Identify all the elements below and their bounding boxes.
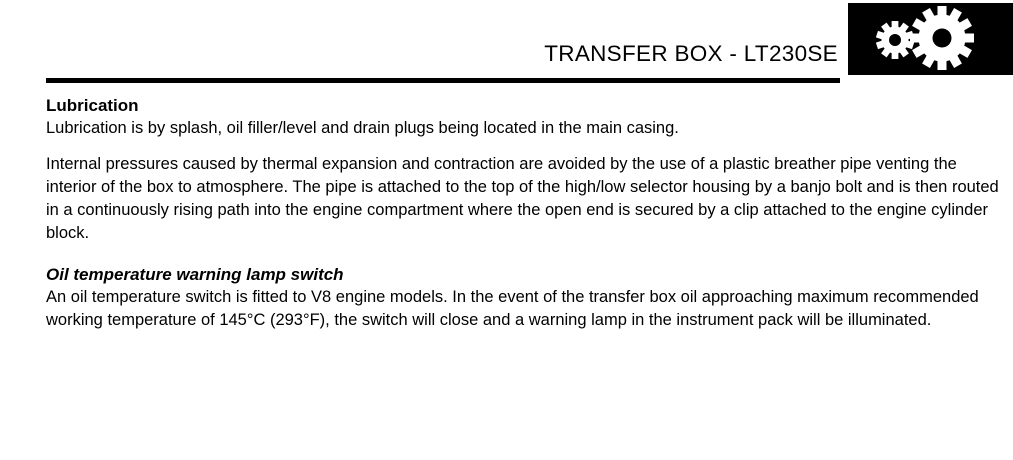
section-heading-lubrication: Lubrication [46, 96, 139, 115]
page-title: TRANSFER BOX - LT230SE [544, 41, 838, 66]
section-oil-temperature-switch [46, 263, 1006, 332]
header-rule [46, 78, 840, 83]
section-lubrication [46, 94, 1006, 245]
gears-icon-box [848, 3, 1013, 75]
page-content [46, 94, 1006, 332]
gears-icon [848, 3, 1013, 75]
section-heading-oil-temperature: Oil temperature warning lamp switch [46, 265, 344, 284]
paragraph: Internal pressures caused by thermal expansion and contraction are avoided by the use of a plastic breather pipe venting the interior of the box to atmosphere. The pipe is attached to the top of the high/low selector housing by a banjo bolt and is then routed in a continuously rising path into the engine compartment where the open end is secured by a clip attached to the engine cylinder block. [46, 155, 999, 242]
paragraph: Lubrication is by splash, oil filler/level and drain plugs being located in the main casing. [46, 119, 679, 137]
paragraph: An oil temperature switch is fitted to V8 engine models. In the event of the transfer box oil approaching maximum recommended working temperature of 145°C (293°F), the switch will close and a warning lamp in the instrument pack will be illuminated. [46, 288, 979, 329]
